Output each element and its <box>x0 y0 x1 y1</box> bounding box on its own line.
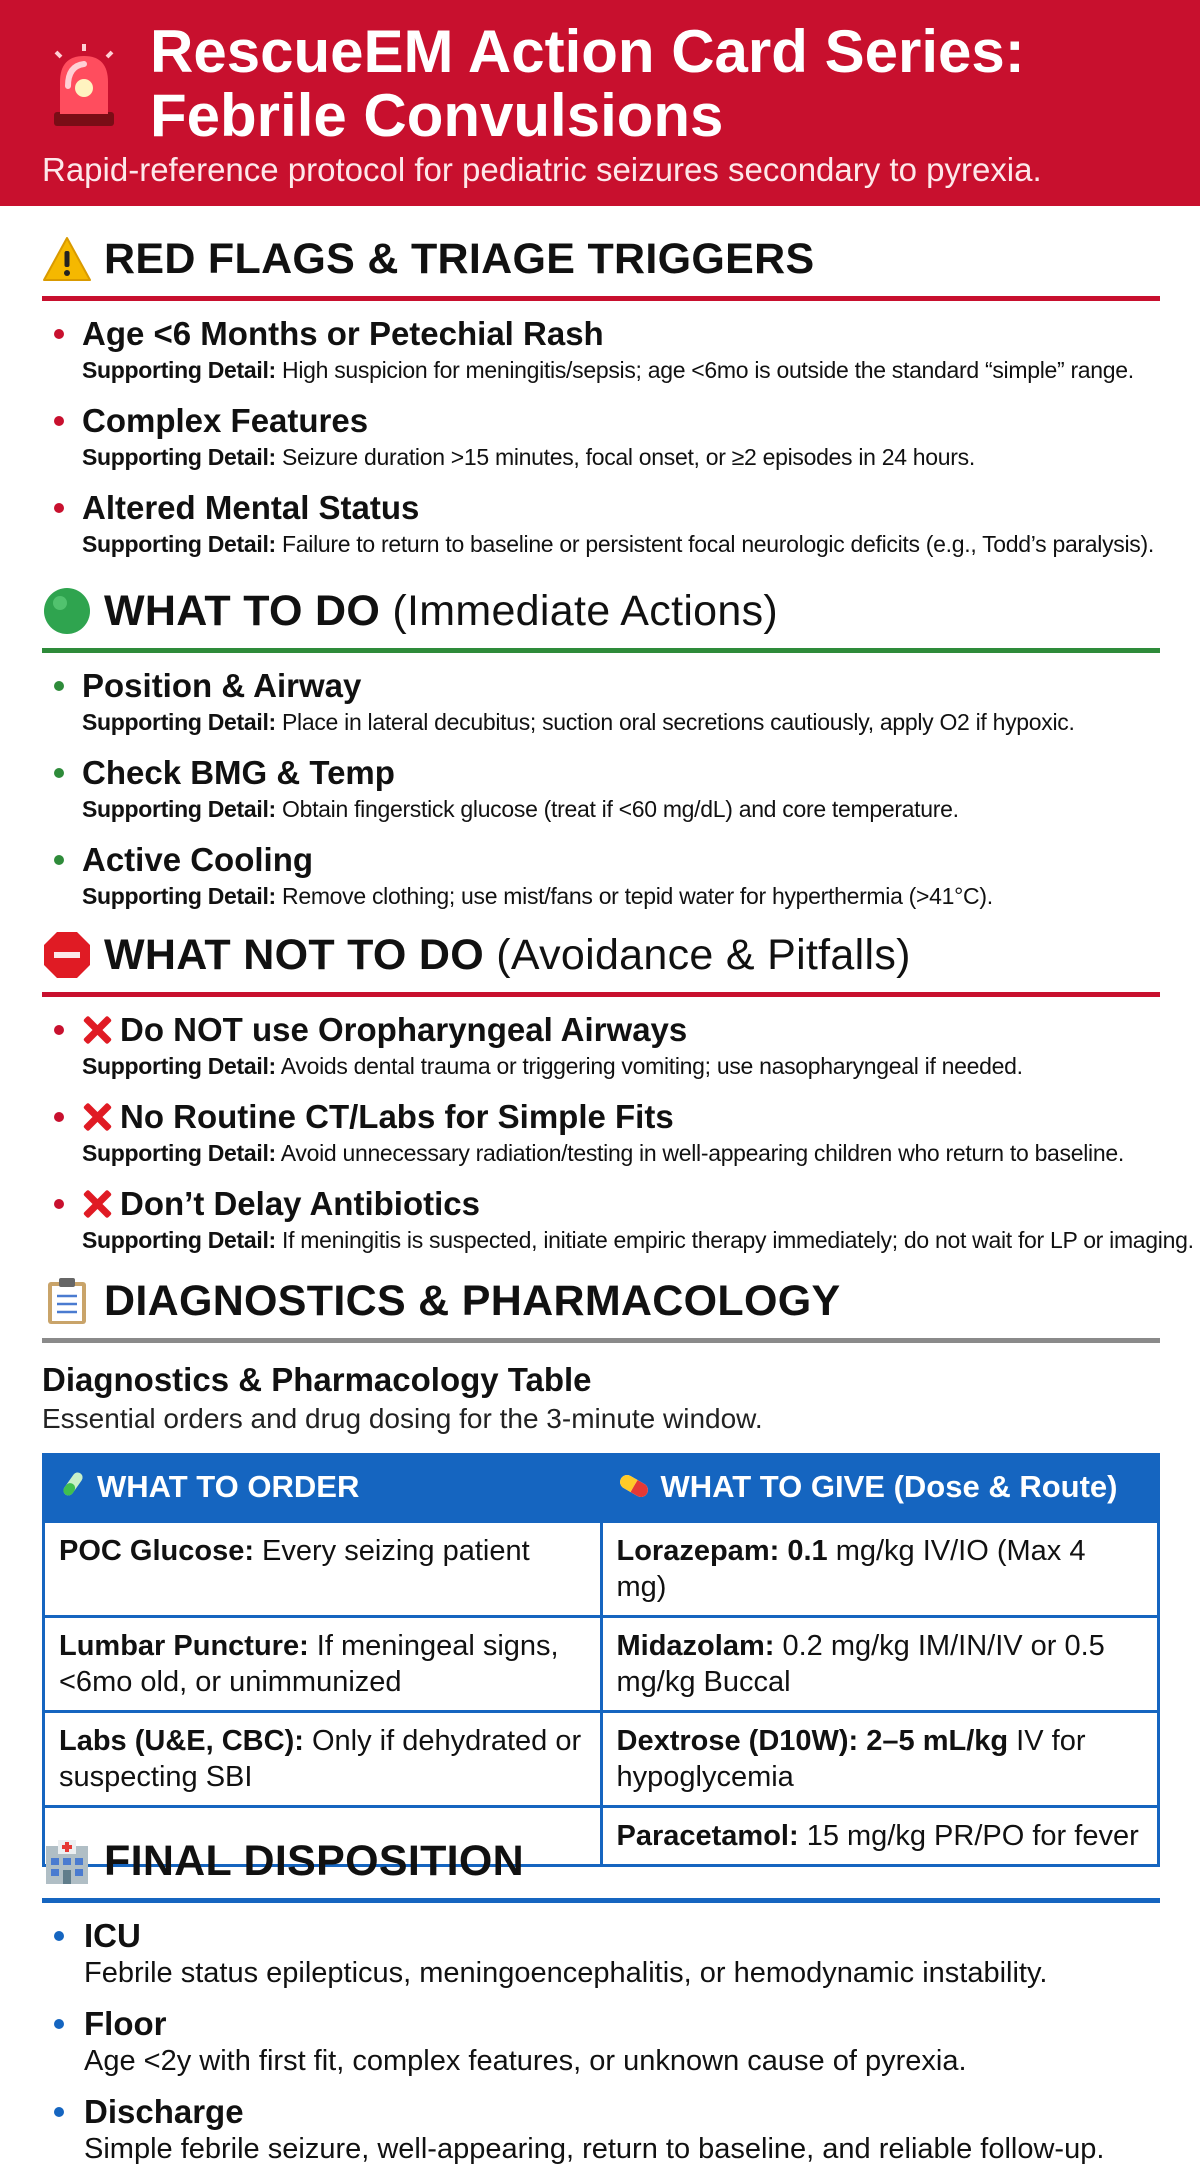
section-divider <box>42 648 1160 653</box>
detail-label: Supporting Detail: <box>82 1053 276 1079</box>
list-item <box>42 1098 1160 1168</box>
item-title: Position & Airway <box>82 667 362 704</box>
table-row <box>44 1617 1159 1712</box>
pharmacology-table <box>42 1453 1160 1867</box>
bullet-dot <box>54 768 64 778</box>
bullet-dot <box>54 855 64 865</box>
item-title: Don’t Delay Antibiotics <box>82 1185 1160 1223</box>
section-title: WHAT NOT TO DO (Avoidance & Pitfalls) <box>104 930 911 979</box>
item-detail: Supporting Detail: Avoids dental trauma or triggering vomiting; use nasopharyngeal if needed. <box>82 1053 1023 1079</box>
bullet-dot <box>54 416 64 426</box>
item-detail: Supporting Detail: Place in lateral decubitus; suction oral secretions cautiously, apply O2 if hypoxic. <box>82 709 1075 735</box>
section-divider <box>42 1338 1160 1343</box>
item-title: No Routine CT/Labs for Simple Fits <box>82 1098 1160 1136</box>
diagnostics-section <box>42 1270 1160 1867</box>
list-item <box>42 1185 1194 1255</box>
bullet-dot <box>54 1112 64 1122</box>
give-cell: Dextrose (D10W): 2–5 mL/kg IV for hypoglycemia <box>601 1712 1159 1807</box>
table-row <box>44 1712 1159 1807</box>
list-item <box>42 2093 1160 2167</box>
green-circle-icon <box>42 586 92 636</box>
section-title: FINAL DISPOSITION <box>104 1836 525 1885</box>
cross-mark-icon <box>82 1189 112 1219</box>
table-title: Diagnostics & Pharmacology Table <box>42 1361 592 1398</box>
item-detail: Supporting Detail: Failure to return to baseline or persistent focal neurologic deficits (e.g., Todd’s paralysis). <box>82 531 1154 557</box>
item-title: Floor <box>84 2005 167 2042</box>
list-item <box>42 315 1160 385</box>
section-divider <box>42 992 1160 997</box>
item-detail: Age <2y with first fit, complex features, or unknown cause of pyrexia. <box>84 2045 967 2077</box>
detail-label: Supporting Detail: <box>82 1227 276 1253</box>
page-title: RescueEM Action Card Series: Febrile Convulsions <box>150 18 1025 149</box>
section-title: DIAGNOSTICS & PHARMACOLOGY <box>104 1276 841 1325</box>
red-flags-section <box>42 228 1160 576</box>
list-item <box>42 1917 1160 1991</box>
give-cell: Lorazepam: 0.1 mg/kg IV/IO (Max 4 mg) <box>601 1522 1159 1617</box>
list-item <box>42 841 1160 911</box>
item-detail: Supporting Detail: Avoid unnecessary radiation/testing in well-appearing children who return to baseline. <box>82 1140 1124 1166</box>
item-title: Active Cooling <box>82 841 314 878</box>
detail-label: Supporting Detail: <box>82 709 276 735</box>
column-header-give: WHAT TO GIVE (Dose & Route) <box>601 1455 1159 1522</box>
list-item <box>42 754 1160 824</box>
item-title: ICU <box>84 1917 141 1954</box>
item-detail: Supporting Detail: Obtain fingerstick glucose (treat if <60 mg/dL) and core temperature. <box>82 796 959 822</box>
give-cell: Midazolam: 0.2 mg/kg IM/IN/IV or 0.5 mg/kg Buccal <box>601 1617 1159 1712</box>
list-item <box>42 402 1160 472</box>
detail-label: Supporting Detail: <box>82 444 276 470</box>
detail-label: Supporting Detail: <box>82 796 276 822</box>
bullet-dot <box>54 1199 64 1209</box>
cross-mark-icon <box>82 1102 112 1132</box>
warning-icon <box>42 234 92 284</box>
detail-label: Supporting Detail: <box>82 1140 276 1166</box>
order-cell: POC Glucose: Every seizing patient <box>44 1522 602 1617</box>
test-tube-icon <box>59 1469 87 1507</box>
section-divider <box>42 296 1160 301</box>
table-row <box>44 1522 1159 1617</box>
item-title: Altered Mental Status <box>82 489 420 526</box>
pill-icon <box>617 1471 651 1507</box>
detail-label: Supporting Detail: <box>82 357 276 383</box>
table-subtitle: Essential orders and drug dosing for the 3-minute window. <box>42 1403 763 1434</box>
item-title: Check BMG & Temp <box>82 754 395 791</box>
item-title: Age <6 Months or Petechial Rash <box>82 315 604 352</box>
bullet-dot <box>54 1025 64 1035</box>
item-title: Do NOT use Oropharyngeal Airways <box>82 1011 1160 1049</box>
cross-mark-icon <box>82 1015 112 1045</box>
header-banner <box>0 0 1200 206</box>
item-detail: Supporting Detail: High suspicion for meningitis/sepsis; age <6mo is outside the standard “simple” range. <box>82 357 1134 383</box>
item-title: Complex Features <box>82 402 369 439</box>
detail-label: Supporting Detail: <box>82 531 276 557</box>
column-header-order: WHAT TO ORDER <box>44 1455 602 1522</box>
clipboard-icon <box>42 1276 92 1326</box>
list-item <box>42 667 1160 737</box>
detail-label: Supporting Detail: <box>82 883 276 909</box>
give-cell: Paracetamol: 15 mg/kg PR/PO for fever <box>601 1807 1159 1866</box>
bullet-dot <box>54 681 64 691</box>
item-detail: Febrile status epilepticus, meningoencephalitis, or hemodynamic instability. <box>84 1957 1048 1989</box>
what-to-do-section <box>42 580 1160 928</box>
list-item <box>42 1011 1160 1081</box>
stop-sign-icon <box>42 930 92 980</box>
list-item <box>42 2005 1160 2079</box>
disposition-section <box>42 1830 1160 2181</box>
item-detail: Supporting Detail: Remove clothing; use mist/fans or tepid water for hyperthermia (>41°C). <box>82 883 993 909</box>
what-not-to-do-section <box>42 924 1194 1272</box>
item-title: Discharge <box>84 2093 244 2130</box>
page-subtitle: Rapid-reference protocol for pediatric seizures secondary to pyrexia. <box>42 151 1042 188</box>
bullet-dot <box>54 1931 64 1941</box>
bullet-dot <box>54 503 64 513</box>
order-cell: Labs (U&E, CBC): Only if dehydrated or suspecting SBI <box>44 1712 602 1807</box>
list-item <box>42 489 1160 559</box>
section-divider <box>42 1898 1160 1903</box>
item-detail: Supporting Detail: Seizure duration >15 minutes, focal onset, or ≥2 episodes in 24 hours. <box>82 444 975 470</box>
item-detail: Simple febrile seizure, well-appearing, return to baseline, and reliable follow-up. <box>84 2133 1105 2165</box>
bullet-dot <box>54 2019 64 2029</box>
order-cell: Lumbar Puncture: If meningeal signs, <6mo old, or unimmunized <box>44 1617 602 1712</box>
section-title: WHAT TO DO (Immediate Actions) <box>104 586 779 635</box>
hospital-icon <box>42 1836 92 1886</box>
siren-icon <box>48 42 120 128</box>
bullet-dot <box>54 2107 64 2117</box>
item-detail: Supporting Detail: If meningitis is suspected, initiate empiric therapy immediately; do not wait for LP or imaging. <box>82 1227 1194 1253</box>
bullet-dot <box>54 329 64 339</box>
section-title: RED FLAGS & TRIAGE TRIGGERS <box>104 234 815 283</box>
